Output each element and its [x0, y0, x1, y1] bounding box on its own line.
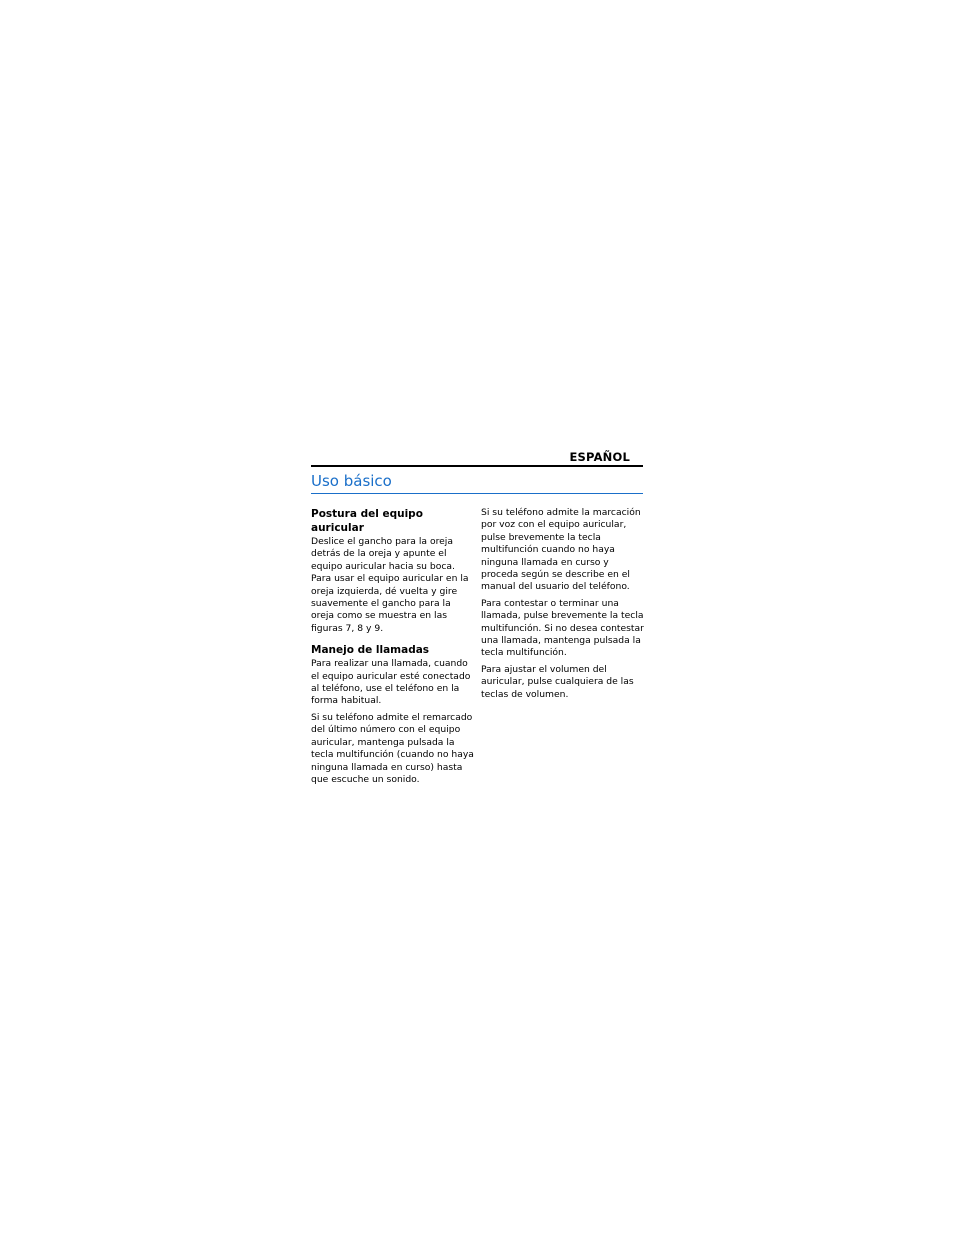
page-title: Uso básico: [311, 472, 392, 490]
paragraph-contestar: Para contestar o terminar una llamada, pulse brevemente la tecla multifunción. Si no desea contestar una llamada, mantenga pulsada la tecla multifunción.: [481, 597, 644, 659]
left-column: [311, 507, 475, 790]
section-heading-manejo: Manejo de llamadas: [311, 644, 430, 657]
title-underline: [311, 493, 643, 494]
paragraph-postura: Deslice el gancho para la oreja detrás de la oreja y apunte el equipo auricular hacia su boca. Para usar el equipo auricular en la oreja izquierda, dé vuelta y gire suavemente el gancho para la oreja como se muestra en las figuras 7, 8 y 9.: [311, 536, 469, 634]
paragraph-marcacion-voz: Si su teléfono admite la marcación por voz con el equipo auricular, pulse brevemente la tecla multifunción cuando no haya ninguna llamada en curso y proceda según se describe en el manual del usuario del teléfono.: [481, 507, 641, 593]
header-rule: [311, 465, 643, 467]
paragraph-realizar-llamada: Para realizar una llamada, cuando el equipo auricular esté conectado al teléfono, use el teléfono en la forma habitual.: [311, 658, 471, 707]
right-column: [481, 507, 645, 705]
language-label: ESPAÑOL: [569, 450, 630, 464]
section-heading-postura: Postura del equipo auricular: [311, 508, 423, 534]
paragraph-volumen: Para ajustar el volumen del auricular, pulse cualquiera de las teclas de volumen.: [481, 663, 634, 700]
paragraph-remarcado: Si su teléfono admite el remarcado del último número con el equipo auricular, mantenga pulsada la tecla multifunción (cuando no haya ninguna llamada en curso) hasta que escuche un sonido.: [311, 711, 474, 785]
